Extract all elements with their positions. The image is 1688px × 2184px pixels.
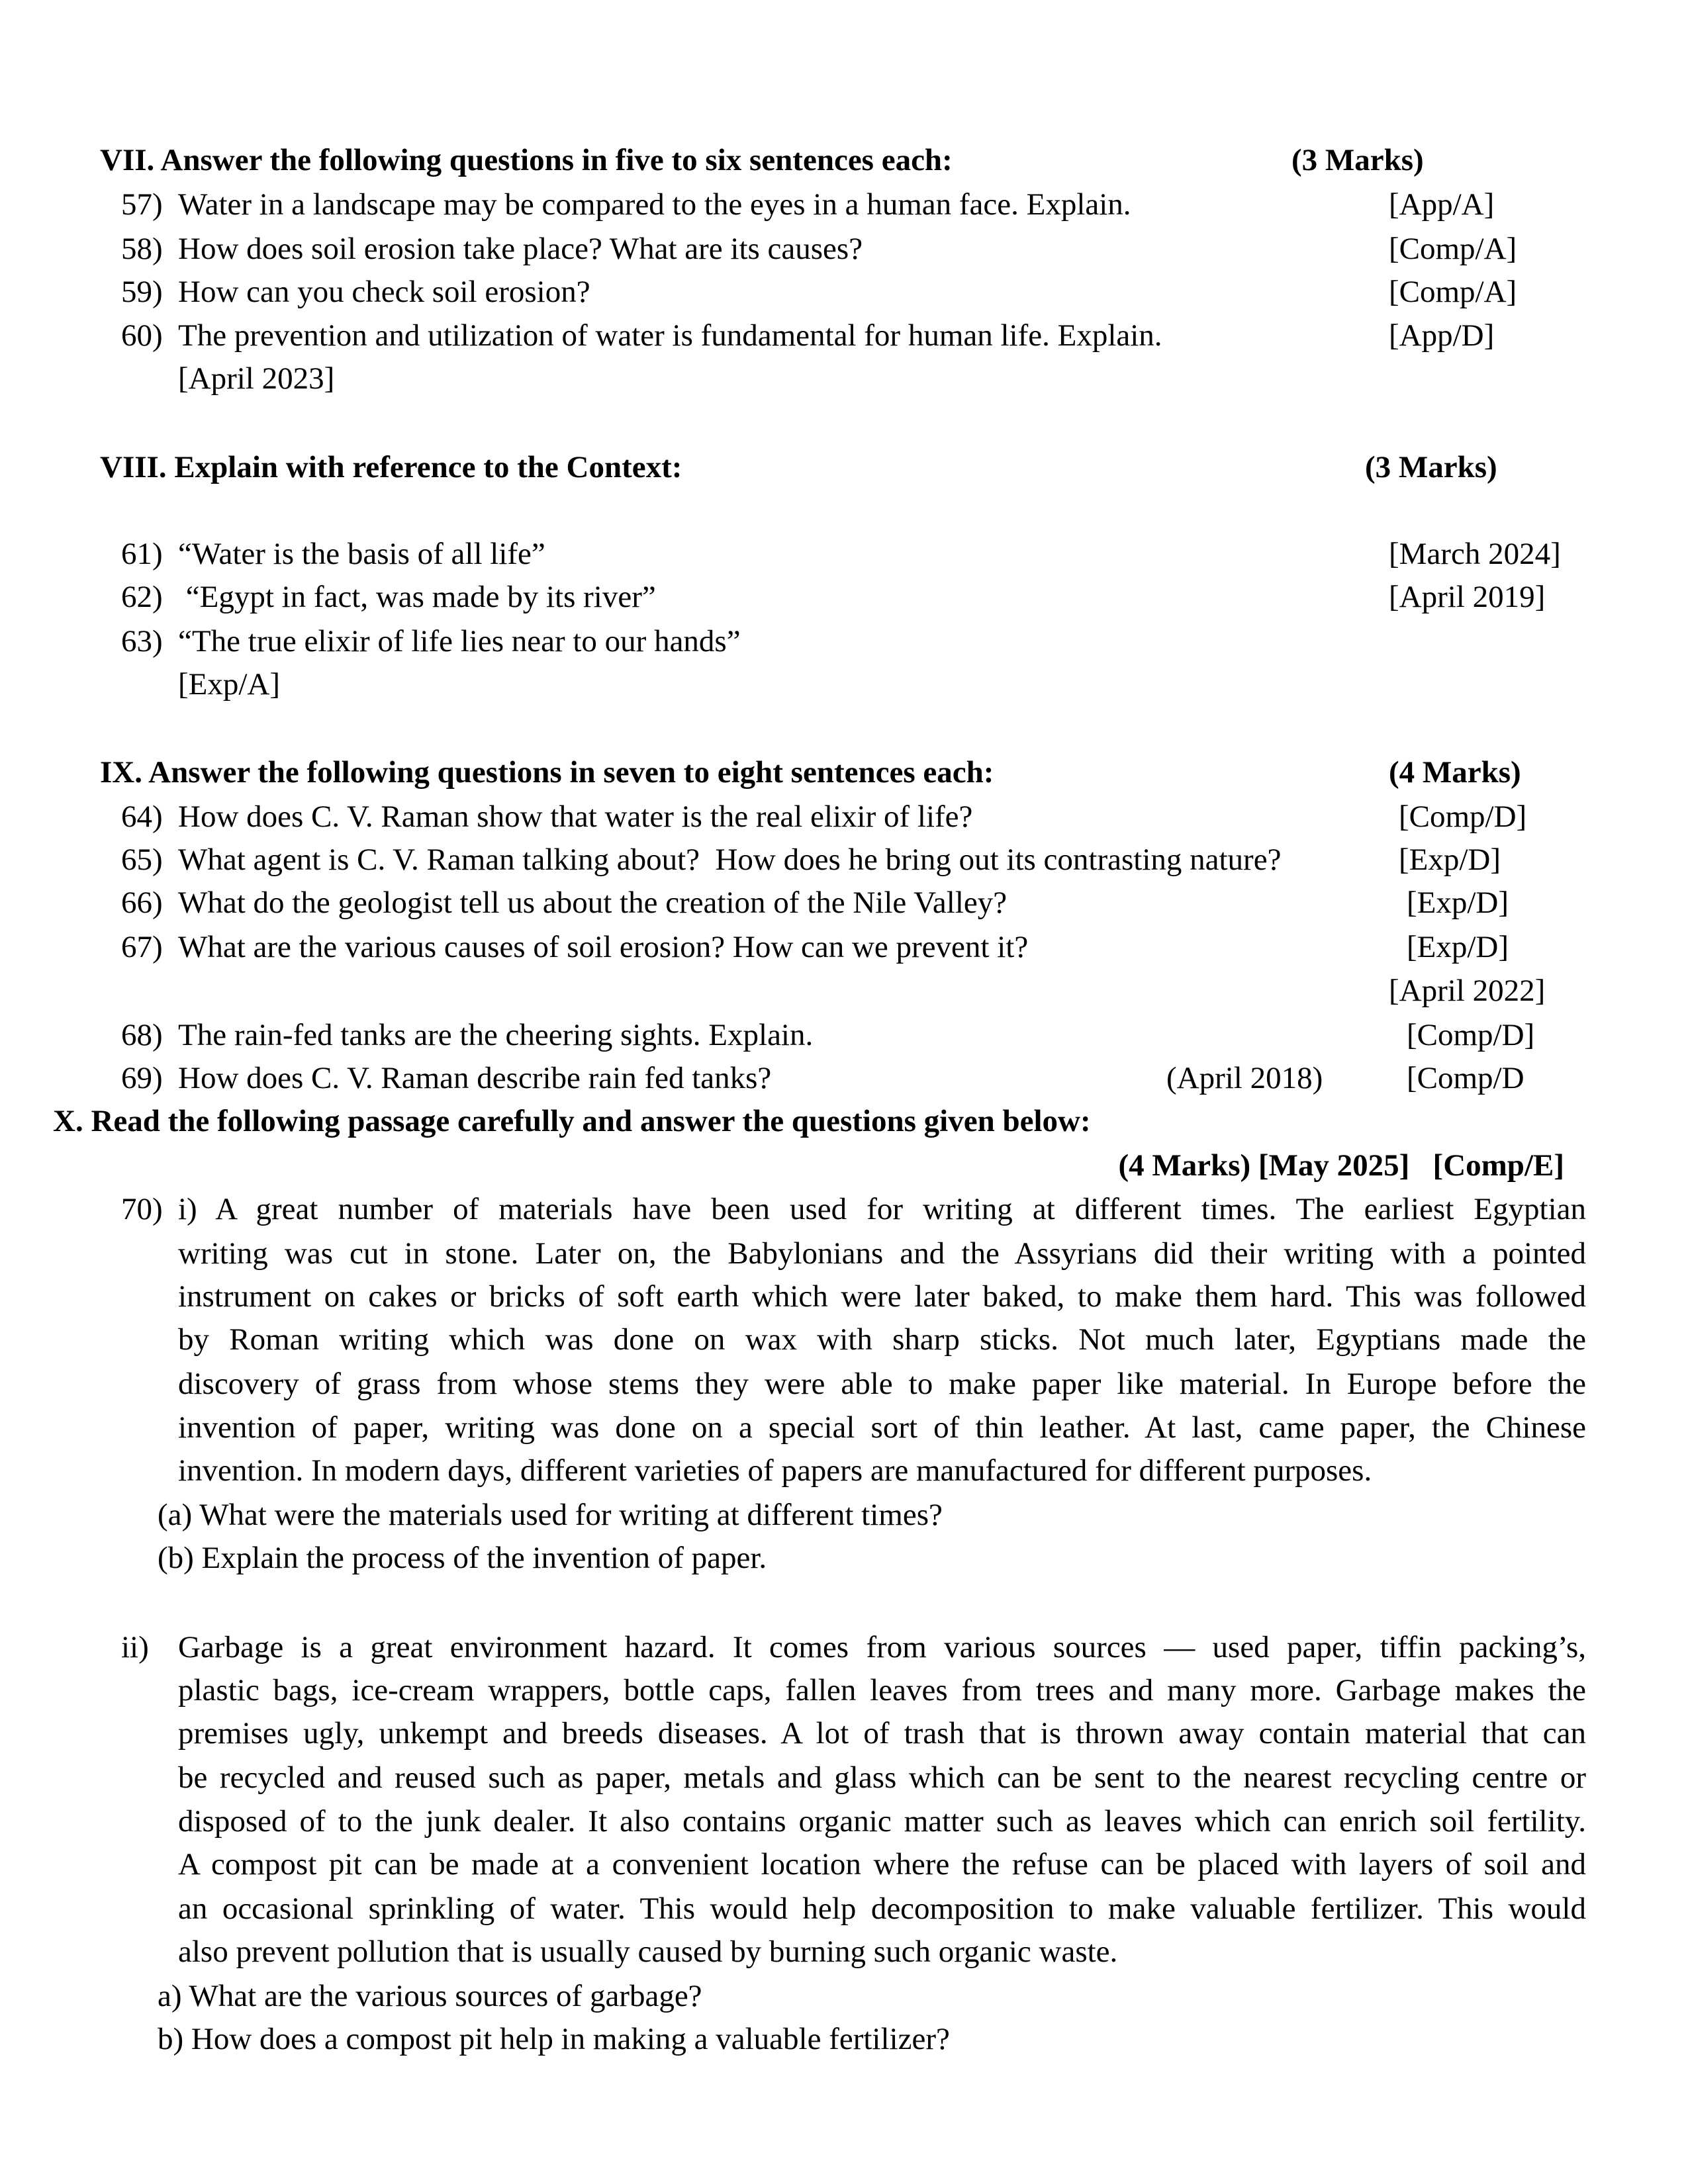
- section-ix-marks: (4 Marks): [1389, 755, 1521, 790]
- question-text: What do the geologist tell us about the creation of the Nile Valley?: [178, 886, 1008, 920]
- question-tag: [Comp/A]: [1389, 275, 1517, 309]
- question-text: What are the various causes of soil erosion? How can we prevent it?: [178, 930, 1029, 964]
- passage-2-line: Garbage is a great environment hazard. It comes from various sources — used paper, tiffin packing’s,: [178, 1630, 1586, 1664]
- passage-2-line: an occasional sprinkling of water. This would help decomposition to make valuable fertilizer. This would: [178, 1891, 1586, 1926]
- passage-1-line: writing was cut in stone. Later on, the Babylonians and the Assyrians did their writing with a pointed: [178, 1236, 1586, 1271]
- question-text: How does C. V. Raman show that water is the real elixir of life?: [178, 799, 973, 834]
- question-text: The rain-fed tanks are the cheering sights. Explain.: [178, 1018, 814, 1052]
- question-text: How does C. V. Raman describe rain fed tanks?: [178, 1061, 772, 1095]
- passage-1-question: (a) What were the materials used for writing at different times?: [158, 1498, 943, 1532]
- question-number: 64): [121, 799, 163, 834]
- passage-2-label: ii): [121, 1630, 149, 1664]
- question-number: 57): [121, 187, 163, 222]
- question-number: 63): [121, 624, 163, 659]
- question-number: 60): [121, 318, 163, 353]
- question-number: 58): [121, 232, 163, 266]
- question-tag: [March 2024]: [1389, 537, 1561, 571]
- passage-2-line: plastic bags, ice-cream wrappers, bottle caps, fallen leaves from trees and many more. Garbage makes the: [178, 1673, 1586, 1707]
- passage-2-line: be recycled and reused such as paper, metals and glass which can be sent to the nearest recycling centre or: [178, 1760, 1586, 1795]
- question-text: “Egypt in fact, was made by its river”: [178, 580, 656, 614]
- question-text: “The true elixir of life lies near to our hands”: [178, 624, 741, 659]
- section-viii-heading: VIII. Explain with reference to the Context:: [100, 450, 682, 484]
- section-x-heading: X. Read the following passage carefully and answer the questions given below:: [53, 1104, 1091, 1138]
- question-tag: [App/D]: [1389, 318, 1495, 353]
- passage-1-line: invention. In modern days, different varieties of papers are manufactured for different purposes.: [178, 1453, 1372, 1488]
- section-ix-heading: IX. Answer the following questions in seven to eight sentences each:: [100, 755, 994, 790]
- question-number: 66): [121, 886, 163, 920]
- question-text: How does soil erosion take place? What are its causes?: [178, 232, 863, 266]
- passage-2-line: also prevent pollution that is usually caused by burning such organic waste.: [178, 1934, 1118, 1969]
- question-tag: [Comp/D]: [1407, 1018, 1535, 1052]
- question-tag: [Comp/D]: [1399, 799, 1527, 834]
- question-number: 69): [121, 1061, 163, 1095]
- question-text: “Water is the basis of all life”: [178, 537, 545, 571]
- question-tag: [Exp/A]: [178, 667, 281, 702]
- section-viii-marks: (3 Marks): [1365, 450, 1497, 484]
- question-tag: [Comp/A]: [1389, 232, 1517, 266]
- passage-2-line: disposed of to the junk dealer. It also contains organic matter such as leaves which can enrich soil fertility.: [178, 1804, 1586, 1839]
- section-vii-marks: (3 Marks): [1291, 143, 1424, 177]
- question-text: Water in a landscape may be compared to the eyes in a human face. Explain.: [178, 187, 1131, 222]
- question-number: 70): [121, 1192, 163, 1226]
- passage-2-line: premises ugly, unkempt and breeds diseases. A lot of trash that is thrown away contain material that can: [178, 1716, 1586, 1751]
- passage-2-line: A compost pit can be made at a convenient location where the refuse can be placed with layers of soil and: [178, 1847, 1586, 1882]
- question-text: How can you check soil erosion?: [178, 275, 590, 309]
- question-tag: [App/A]: [1389, 187, 1495, 222]
- question-number: 68): [121, 1018, 163, 1052]
- question-year: [April 2022]: [1389, 974, 1546, 1008]
- question-tag: [Exp/D]: [1407, 886, 1509, 920]
- question-text: The prevention and utilization of water is fundamental for human life. Explain.: [178, 318, 1162, 353]
- passage-1-question: (b) Explain the process of the invention of paper.: [158, 1541, 767, 1575]
- passage-1-line: discovery of grass from whose stems they were able to make paper like material. In Europe before the: [178, 1367, 1586, 1401]
- passage-1-line: by Roman writing which was done on wax with sharp sticks. Not much later, Egyptians made the: [178, 1322, 1586, 1357]
- question-tag: [April 2019]: [1389, 580, 1546, 614]
- section-vii-heading: VII. Answer the following questions in five to six sentences each:: [100, 143, 953, 177]
- passage-1-line: instrument on cakes or bricks of soft earth which were later baked, to make them hard. This was followed: [178, 1279, 1586, 1314]
- question-number: 65): [121, 842, 163, 877]
- passage-1-line: i) A great number of materials have been used for writing at different times. The earliest Egyptian: [178, 1192, 1586, 1226]
- passage-2-question: a) What are the various sources of garbage?: [158, 1979, 702, 2013]
- question-tag: [Exp/D]: [1407, 930, 1509, 964]
- section-x-marks: (4 Marks) [May 2025] [Comp/E]: [1118, 1148, 1564, 1183]
- question-number: 62): [121, 580, 163, 614]
- question-number: 59): [121, 275, 163, 309]
- question-tag: [Exp/D]: [1399, 842, 1501, 877]
- passage-2-question: b) How does a compost pit help in making a valuable fertilizer?: [158, 2022, 950, 2056]
- question-number: 61): [121, 537, 163, 571]
- passage-1-line: invention of paper, writing was done on a special sort of thin leather. At last, came paper, the Chinese: [178, 1410, 1586, 1445]
- question-tag: [Comp/D: [1407, 1061, 1524, 1095]
- question-number: 67): [121, 930, 163, 964]
- question-year: [April 2023]: [178, 361, 335, 396]
- question-year: (April 2018): [1166, 1061, 1323, 1095]
- question-text: What agent is C. V. Raman talking about? How does he bring out its contrasting nature?: [178, 842, 1282, 877]
